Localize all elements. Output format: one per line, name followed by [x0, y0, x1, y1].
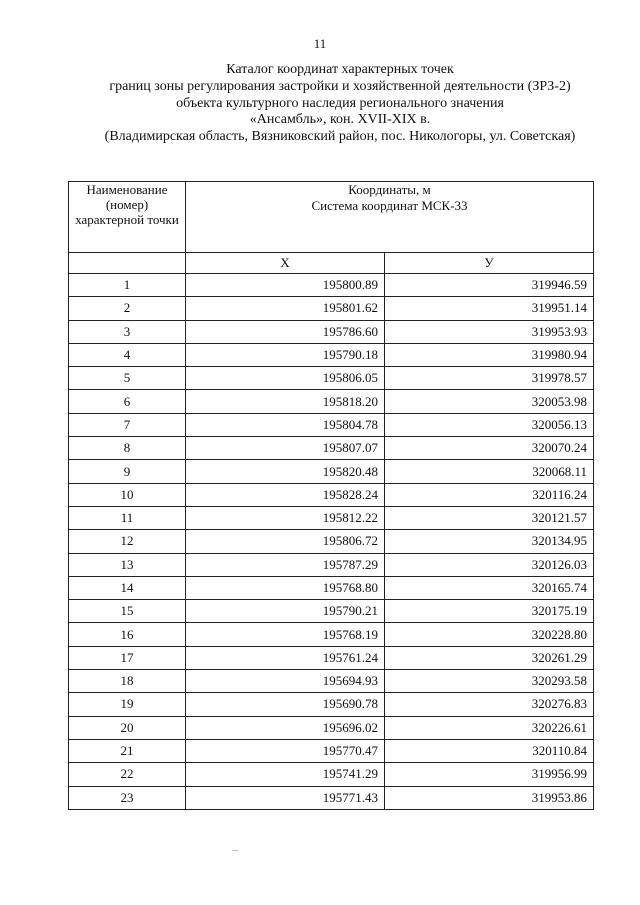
- x-coordinate-cell: 195801.62: [186, 297, 385, 320]
- point-number-cell: 7: [69, 413, 186, 436]
- y-coordinate-cell: 320068.11: [385, 460, 594, 483]
- table-row: [69, 739, 594, 762]
- header-point-name: Наименование (номер) характерной точки: [69, 182, 186, 253]
- x-coordinate-cell: 195694.93: [186, 670, 385, 693]
- point-number-cell: 16: [69, 623, 186, 646]
- x-coordinate-cell: 195806.72: [186, 530, 385, 553]
- y-coordinate-cell: 319956.99: [385, 763, 594, 786]
- table-row: [69, 297, 594, 320]
- x-coordinate-cell: 195768.80: [186, 576, 385, 599]
- point-number-cell: 10: [69, 483, 186, 506]
- table-row: [69, 670, 594, 693]
- table-body: [69, 274, 594, 810]
- x-coordinate-cell: 195828.24: [186, 483, 385, 506]
- table-row: [69, 483, 594, 506]
- title-line-4: «Ансамбль», кон. XVII-XIX в.: [249, 112, 431, 128]
- x-coordinate-cell: 195741.29: [186, 763, 385, 786]
- table-row: [69, 693, 594, 716]
- header-y: У: [385, 253, 594, 274]
- y-coordinate-cell: 320165.74: [385, 576, 594, 599]
- x-coordinate-cell: 195696.02: [186, 716, 385, 739]
- point-number-cell: 8: [69, 437, 186, 460]
- document-title: [50, 62, 630, 146]
- table-row: [69, 320, 594, 343]
- title-line-2: границ зоны регулирования застройки и хозяйственной деятельности (ЗРЗ-2): [109, 78, 571, 94]
- coordinates-table: [68, 181, 594, 810]
- point-number-cell: 14: [69, 576, 186, 599]
- table-header-row: [69, 182, 594, 253]
- y-coordinate-cell: 319980.94: [385, 343, 594, 366]
- header-coordinate-system: Система координат МСК-33: [311, 198, 468, 213]
- header-empty-cell: [69, 253, 186, 274]
- x-coordinate-cell: 195770.47: [186, 739, 385, 762]
- point-number-cell: 17: [69, 646, 186, 669]
- table-row: [69, 437, 594, 460]
- point-number-cell: 4: [69, 343, 186, 366]
- x-coordinate-cell: 195806.05: [186, 367, 385, 390]
- table-row: [69, 506, 594, 529]
- table-row: [69, 390, 594, 413]
- point-number-cell: 2: [69, 297, 186, 320]
- y-coordinate-cell: 319978.57: [385, 367, 594, 390]
- x-coordinate-cell: 195690.78: [186, 693, 385, 716]
- table-row: [69, 646, 594, 669]
- point-number-cell: 23: [69, 786, 186, 809]
- table-row: [69, 343, 594, 366]
- point-number-cell: 19: [69, 693, 186, 716]
- x-coordinate-cell: 195768.19: [186, 623, 385, 646]
- point-number-cell: 9: [69, 460, 186, 483]
- table-row: [69, 716, 594, 739]
- title-line-3: объекта культурного наследия регионального значения: [176, 95, 504, 111]
- scan-mark: [232, 850, 238, 851]
- page-number: 11: [313, 36, 327, 51]
- table-row: [69, 623, 594, 646]
- y-coordinate-cell: 320110.84: [385, 739, 594, 762]
- point-number-cell: 20: [69, 716, 186, 739]
- point-number-cell: 3: [69, 320, 186, 343]
- y-coordinate-cell: 320228.80: [385, 623, 594, 646]
- header-x: X: [186, 253, 385, 274]
- header-coordinates-unit: Координаты, м: [348, 182, 431, 197]
- header-coordinates: [186, 182, 594, 253]
- y-coordinate-cell: 320056.13: [385, 413, 594, 436]
- x-coordinate-cell: 195771.43: [186, 786, 385, 809]
- point-number-cell: 22: [69, 763, 186, 786]
- point-number-cell: 1: [69, 274, 186, 297]
- x-coordinate-cell: 195812.22: [186, 506, 385, 529]
- y-coordinate-cell: 320226.61: [385, 716, 594, 739]
- y-coordinate-cell: 319953.93: [385, 320, 594, 343]
- y-coordinate-cell: 320293.58: [385, 670, 594, 693]
- point-number-cell: 15: [69, 600, 186, 623]
- y-coordinate-cell: 320121.57: [385, 506, 594, 529]
- x-coordinate-cell: 195807.07: [186, 437, 385, 460]
- point-number-cell: 18: [69, 670, 186, 693]
- y-coordinate-cell: 320134.95: [385, 530, 594, 553]
- point-number-cell: 6: [69, 390, 186, 413]
- x-coordinate-cell: 195761.24: [186, 646, 385, 669]
- y-coordinate-cell: 320116.24: [385, 483, 594, 506]
- y-coordinate-cell: 320053.98: [385, 390, 594, 413]
- y-coordinate-cell: 319946.59: [385, 274, 594, 297]
- table-row: [69, 413, 594, 436]
- table-row: [69, 763, 594, 786]
- point-number-cell: 11: [69, 506, 186, 529]
- x-coordinate-cell: 195787.29: [186, 553, 385, 576]
- x-coordinate-cell: 195820.48: [186, 460, 385, 483]
- table-row: [69, 460, 594, 483]
- x-coordinate-cell: 195800.89: [186, 274, 385, 297]
- table-row: [69, 553, 594, 576]
- table-row: [69, 530, 594, 553]
- x-coordinate-cell: 195818.20: [186, 390, 385, 413]
- point-number-cell: 5: [69, 367, 186, 390]
- y-coordinate-cell: 320070.24: [385, 437, 594, 460]
- title-line-1: Каталог координат характерных точек: [226, 62, 454, 77]
- x-coordinate-cell: 195790.21: [186, 600, 385, 623]
- y-coordinate-cell: 320175.19: [385, 600, 594, 623]
- table-row: [69, 274, 594, 297]
- point-number-cell: 12: [69, 530, 186, 553]
- x-coordinate-cell: 195786.60: [186, 320, 385, 343]
- table-row: [69, 576, 594, 599]
- table-row: [69, 367, 594, 390]
- point-number-cell: 13: [69, 553, 186, 576]
- y-coordinate-cell: 319951.14: [385, 297, 594, 320]
- point-number-cell: 21: [69, 739, 186, 762]
- table-row: [69, 786, 594, 809]
- y-coordinate-cell: 320276.83: [385, 693, 594, 716]
- y-coordinate-cell: 320126.03: [385, 553, 594, 576]
- y-coordinate-cell: 319953.86: [385, 786, 594, 809]
- x-coordinate-cell: 195804.78: [186, 413, 385, 436]
- title-line-5: (Владимирская область, Вязниковский район, пос. Никологоры, ул. Советская): [104, 129, 576, 145]
- table-axis-row: [69, 253, 594, 274]
- y-coordinate-cell: 320261.29: [385, 646, 594, 669]
- table-row: [69, 600, 594, 623]
- x-coordinate-cell: 195790.18: [186, 343, 385, 366]
